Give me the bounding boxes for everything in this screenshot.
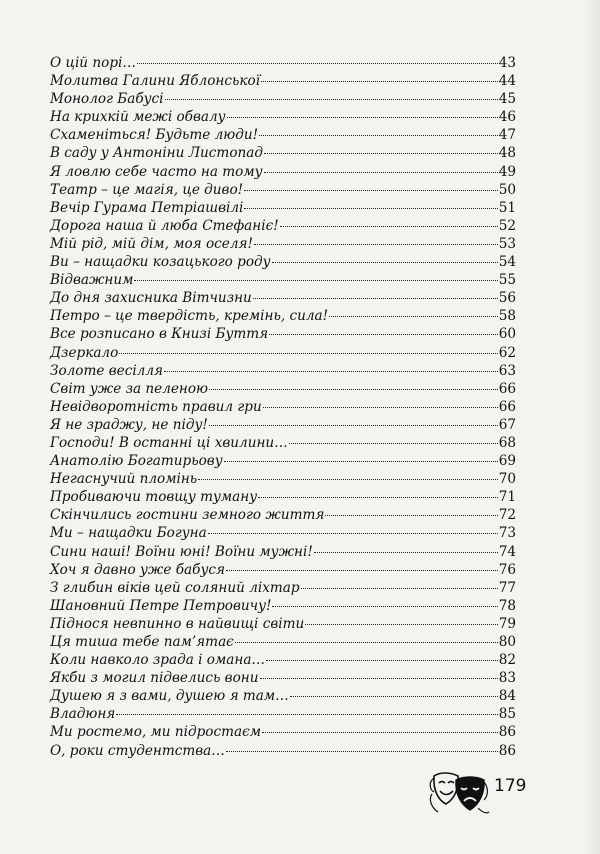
toc-entry-title: Ми ростемо, ми підростаєм	[50, 724, 261, 741]
toc-entry-title: Анатолію Богатирьову	[50, 453, 223, 470]
toc-entry	[50, 506, 516, 524]
page-edge-shadow	[582, 0, 600, 854]
toc-entry-title: Душею я з вами, душею я там…	[50, 688, 289, 705]
toc-entry-title: Господи! В останні ці хвилини…	[50, 434, 288, 451]
toc-entry	[50, 181, 516, 199]
dot-leader	[227, 117, 498, 118]
toc-entry-title: З глибин віків цей соляний ліхтар	[50, 579, 300, 596]
toc-entry-title: Владюня	[50, 706, 116, 723]
toc-entry-page: 82	[498, 652, 516, 669]
toc-entry-page: 56	[498, 290, 516, 307]
toc-entry-title: Хоч я давно уже бабуся	[50, 561, 225, 578]
toc-entry	[50, 597, 516, 615]
dot-leader	[235, 642, 498, 643]
toc-entry	[50, 452, 516, 470]
dot-leader	[208, 533, 498, 534]
dot-leader	[226, 751, 498, 752]
dot-leader	[266, 660, 498, 661]
toc-entry-page: 70	[498, 471, 516, 488]
toc-entry-title: Вечір Гурама Петріашвілі	[50, 199, 244, 216]
toc-entry-page: 83	[498, 670, 516, 687]
toc-entry-title: До дня захисника Вітчизни	[50, 290, 252, 307]
toc-entry	[50, 163, 516, 181]
toc-entry-title: Відважним	[50, 272, 134, 289]
toc-entry	[50, 687, 516, 705]
toc-entry	[50, 380, 516, 398]
dot-leader	[119, 353, 497, 354]
dot-leader	[224, 461, 498, 462]
toc-entry-page: 85	[498, 706, 516, 723]
dot-leader	[305, 624, 497, 625]
toc-entry-title: Коли навколо зрада і омана…	[50, 652, 266, 669]
dot-leader	[258, 497, 498, 498]
dot-leader	[269, 334, 498, 335]
toc-entry-title: Петро – це твердість, кремінь, сила!	[50, 308, 329, 325]
toc-entry	[50, 416, 516, 434]
toc-entry-title: Золоте весілля	[50, 362, 163, 379]
dot-leader	[254, 244, 498, 245]
dot-leader	[209, 389, 498, 390]
toc-entry-title: Дорога наша й люба Стефаніє!	[50, 217, 279, 234]
toc-entry	[50, 289, 516, 307]
toc-entry	[50, 524, 516, 542]
dot-leader	[244, 208, 497, 209]
toc-entry-page: 80	[498, 634, 516, 650]
toc-entry-title: О, роки студентства…	[50, 742, 225, 759]
toc-entry-page: 58	[498, 308, 516, 325]
toc-entry	[50, 488, 516, 506]
toc-entry-title: Театр – це магія, це диво!	[50, 181, 244, 198]
toc-entry-title: Шановний Петре Петровичу!	[50, 597, 272, 614]
toc-entry-page: 52	[498, 217, 516, 234]
toc-entry-page: 86	[498, 742, 516, 759]
toc-entry	[50, 561, 516, 579]
toc-entry	[50, 108, 516, 126]
dot-leader	[259, 135, 498, 136]
toc-entry-page: 62	[498, 344, 516, 361]
dot-leader	[165, 99, 498, 100]
toc-entry-title: Схаменіться! Будьте люди!	[50, 127, 259, 144]
dot-leader	[289, 443, 498, 444]
toc-entry	[50, 669, 516, 687]
toc-entry-page: 55	[498, 272, 516, 289]
toc-entry	[50, 705, 516, 723]
toc-entry-page: 84	[498, 688, 516, 705]
dot-leader	[198, 479, 498, 480]
toc-entry-page: 66	[498, 380, 516, 397]
toc-entry-page: 47	[498, 127, 516, 144]
dot-leader	[134, 280, 497, 281]
toc-entry-title: Все розписано в Книзі Буття	[50, 326, 269, 343]
toc-entry-title: Ми – нащадки Богуна	[50, 525, 207, 542]
toc-entry-title: Якби з могил підвелись вони	[50, 670, 259, 687]
toc-entry	[50, 723, 516, 741]
toc-entry	[50, 253, 516, 271]
theatre-masks-icon	[428, 768, 490, 818]
toc-entry	[50, 615, 516, 633]
toc-entry-title: Я не зраджу, не піду!	[50, 416, 208, 433]
toc-entry	[50, 398, 516, 416]
toc-entry	[50, 90, 516, 108]
toc-entry-page: 77	[498, 579, 516, 596]
toc-entry-page: 53	[498, 235, 516, 252]
toc-entry-title: Сини наші! Воїни юні! Воїни мужні!	[50, 543, 313, 560]
toc-entry	[50, 434, 516, 452]
toc-entry	[50, 54, 516, 72]
toc-entry-page: 79	[498, 615, 516, 632]
table-of-contents	[50, 54, 516, 760]
toc-entry-title: Молитва Галини Яблонської	[50, 73, 261, 90]
toc-entry	[50, 217, 516, 235]
toc-entry-title: О цій порі…	[50, 55, 136, 71]
dot-leader	[290, 696, 498, 697]
toc-entry-page: 78	[498, 597, 516, 614]
toc-entry	[50, 72, 516, 90]
toc-entry-title: Ця тиша тебе пам’ятає	[50, 634, 234, 650]
toc-entry-page: 48	[498, 145, 516, 162]
dot-leader	[262, 732, 498, 733]
dot-leader	[329, 316, 498, 317]
toc-entry-page: 71	[498, 489, 516, 506]
toc-entry-page: 50	[498, 181, 516, 198]
toc-entry-page: 73	[498, 525, 516, 542]
toc-entry-page: 74	[498, 543, 516, 560]
toc-entry	[50, 325, 516, 343]
toc-entry	[50, 199, 516, 217]
toc-entry	[50, 271, 516, 289]
toc-entry-page: 45	[498, 91, 516, 108]
toc-entry-title: Скінчились гостини земного життя	[50, 507, 325, 524]
dot-leader	[301, 588, 498, 589]
toc-entry-page: 69	[498, 453, 516, 470]
toc-entry-page: 76	[498, 561, 516, 578]
dot-leader	[263, 407, 498, 408]
page-number: 179	[494, 776, 527, 796]
dot-leader	[264, 153, 498, 154]
toc-entry-page: 67	[498, 416, 516, 433]
toc-entry	[50, 633, 516, 651]
toc-entry	[50, 126, 516, 144]
toc-entry-page: 66	[498, 398, 516, 415]
toc-entry	[50, 543, 516, 561]
toc-entry-page: 51	[498, 199, 516, 216]
toc-entry-title: Світ уже за пеленою	[50, 380, 209, 397]
toc-entry-title: Монолог Бабусі	[50, 91, 164, 108]
toc-entry-page: 72	[498, 507, 516, 524]
toc-entry-title: Ви – нащадки козацького роду	[50, 254, 271, 271]
toc-entry	[50, 742, 516, 760]
toc-entry	[50, 144, 516, 162]
toc-entry-title: Негаснучий пломінь	[50, 471, 198, 488]
dot-leader	[116, 714, 497, 715]
toc-entry-title: Піднося невпинно в найвищі світи	[50, 615, 305, 632]
toc-entry-page: 43	[498, 55, 516, 71]
toc-entry-page: 63	[498, 362, 516, 379]
dot-leader	[261, 81, 498, 82]
toc-entry-page: 54	[498, 254, 516, 271]
toc-entry	[50, 579, 516, 597]
toc-entry-page: 68	[498, 434, 516, 451]
toc-entry	[50, 307, 516, 325]
toc-entry-page: 49	[498, 163, 516, 180]
dot-leader	[280, 226, 498, 227]
toc-entry	[50, 362, 516, 380]
dot-leader	[272, 606, 497, 607]
dot-leader	[272, 262, 498, 263]
dot-leader	[137, 63, 498, 64]
dot-leader	[264, 172, 498, 173]
toc-entry-page: 60	[498, 326, 516, 343]
toc-entry-page: 46	[498, 109, 516, 126]
toc-entry-page: 44	[498, 73, 516, 90]
toc-entry-title: Я ловлю себе часто на тому	[50, 163, 263, 180]
toc-entry	[50, 344, 516, 362]
dot-leader	[244, 190, 498, 191]
toc-entry-page: 86	[498, 724, 516, 741]
dot-leader	[226, 570, 498, 571]
dot-leader	[253, 298, 498, 299]
dot-leader	[209, 425, 498, 426]
toc-entry-title: В саду у Антоніни Листопад	[50, 145, 263, 162]
toc-entry-title: Мій рід, мій дім, моя оселя!	[50, 235, 253, 252]
toc-entry-title: Невідворотність правил гри	[50, 398, 262, 415]
dot-leader	[314, 552, 498, 553]
dot-leader	[260, 678, 498, 679]
toc-entry	[50, 470, 516, 488]
toc-entry	[50, 235, 516, 253]
dot-leader	[325, 515, 497, 516]
dot-leader	[164, 371, 498, 372]
toc-entry-title: На крихкій межі обвалу	[50, 109, 226, 126]
toc-entry	[50, 651, 516, 669]
toc-entry-title: Дзеркало	[50, 344, 119, 361]
toc-entry-title: Пробиваючи товщу туману	[50, 489, 258, 506]
page-footer	[428, 766, 538, 820]
